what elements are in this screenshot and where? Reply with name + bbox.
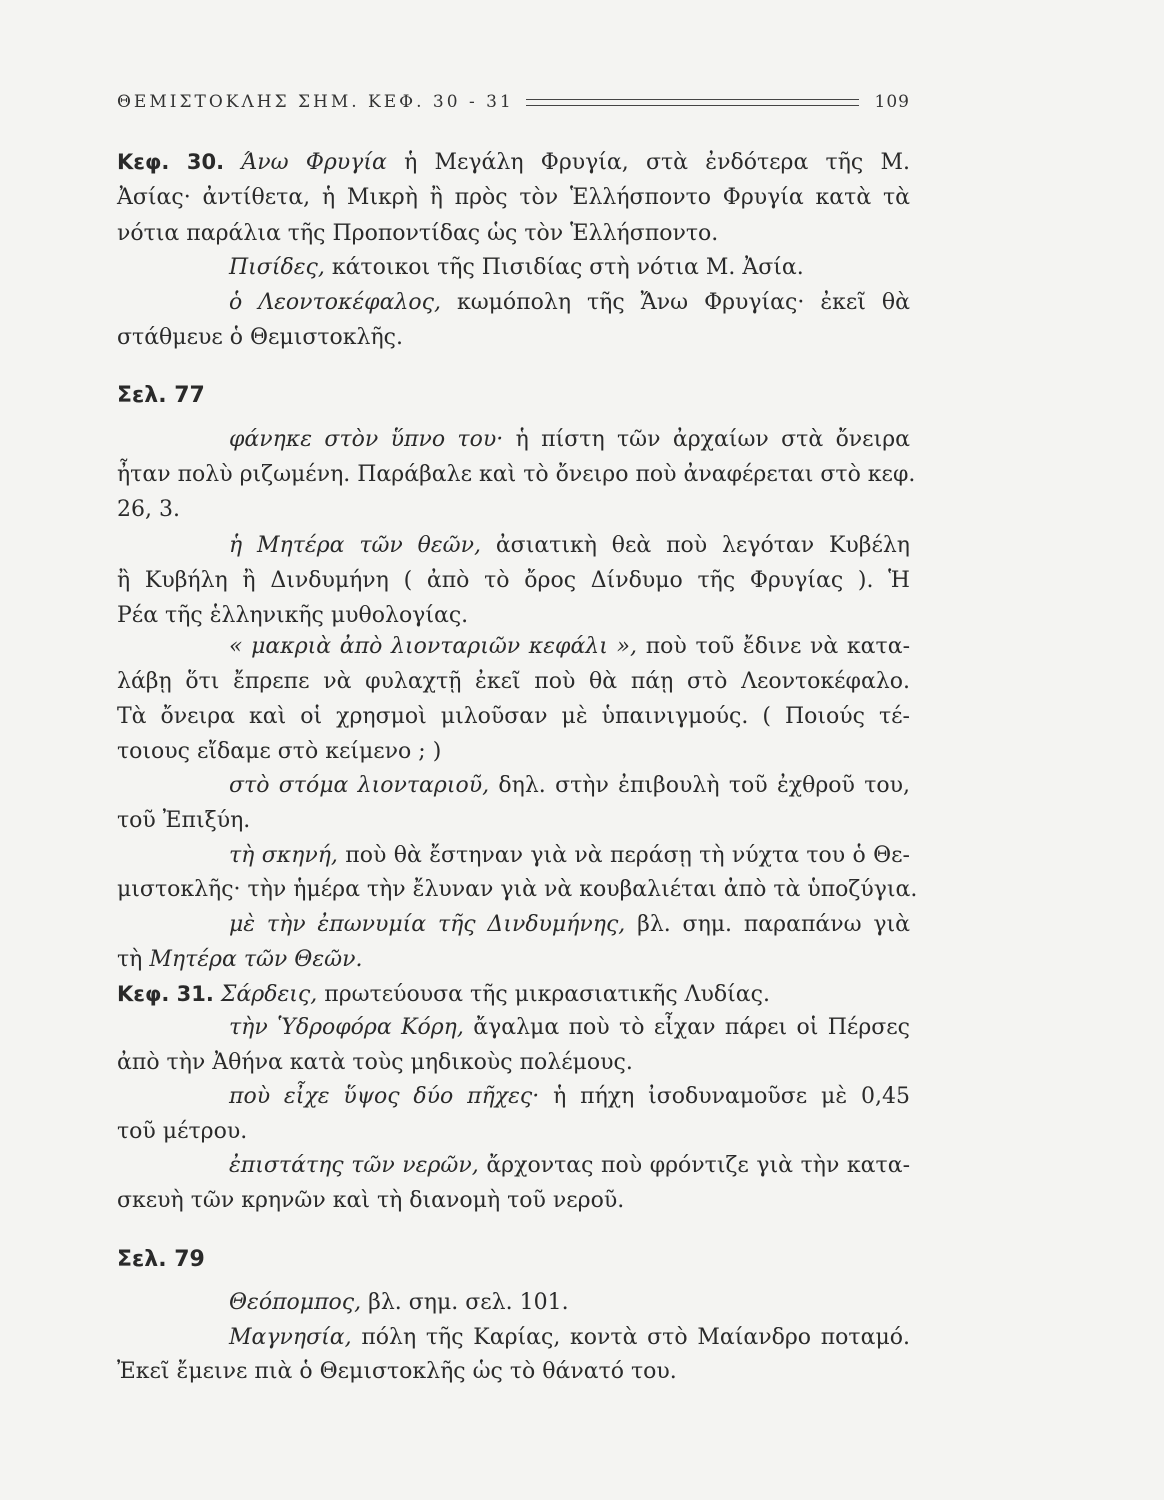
- lemma: τὴ σκηνή,: [229, 843, 338, 868]
- line-text: ποὺ τοῦ ἔδινε νὰ κατα-: [645, 634, 910, 659]
- line-text: βλ. σημ. σελ. 101.: [368, 1290, 569, 1315]
- lemma: ἐπιστάτης τῶν νερῶν,: [229, 1153, 479, 1178]
- line-text: τὴ: [117, 947, 143, 972]
- text-line: [117, 252, 910, 284]
- line-text: πόλη τῆς Καρίας, κοντὰ στὸ Μαίανδρο ποταμό.: [361, 1325, 910, 1350]
- line-text: δηλ. στὴν ἐπιβουλὴ τοῦ ἐχθροῦ του,: [498, 773, 910, 798]
- text-line: [117, 1081, 910, 1113]
- text-line: [117, 978, 910, 1011]
- section-heading: Σελ. 77: [117, 383, 205, 408]
- line-text: ἡ πίστη τῶν ἀρχαίων στὰ ὄνειρα: [515, 427, 910, 452]
- text-line: νότια παράλια τῆς Προποντίδας ὡς τὸν Ἑλλήσποντο.: [117, 221, 719, 246]
- text-line: τοιους εἴδαμε στὸ κείμενο ; ): [117, 739, 442, 764]
- lemma: Σάρδεις,: [220, 982, 318, 1007]
- line-text: ἄγαλμα ποὺ τὸ εἶχαν πάρει οἱ Πέρσες: [473, 1015, 910, 1040]
- text-line: λάβῃ ὅτι ἔπρεπε νὰ φυλαχτῇ ἐκεῖ ποὺ θὰ πάῃ στὸ Λεοντοκέφαλο.: [117, 669, 910, 694]
- line-text: ἡ πήχη ἰσοδυναμοῦσε μὲ 0,45: [553, 1084, 910, 1109]
- text-line: [117, 909, 910, 941]
- line-text: ἀσιατικὴ θεὰ ποὺ λεγόταν Κυβέλη: [495, 533, 910, 558]
- text-line: [117, 631, 910, 663]
- text-line: ἦταν πολὺ ριζωμένη. Παράβαλε καὶ τὸ ὄνειρο ποὺ ἀναφέρεται στὸ κεφ.: [117, 462, 916, 487]
- text-line: [117, 1287, 910, 1319]
- text-line: Ἐκεῖ ἔμεινε πιὰ ὁ Θεμιστοκλῆς ὡς τὸ θάνατό του.: [117, 1359, 677, 1384]
- page-number: 109: [874, 92, 910, 112]
- line-text: ποὺ θὰ ἔστηναν γιὰ νὰ περάσῃ τὴ νύχτα του ὁ Θε-: [345, 843, 910, 868]
- line-text: κάτοικοι τῆς Πισιδίας στὴ νότια Μ. Ἀσία.: [331, 255, 804, 280]
- lemma: φάνηκε στὸν ὕπνο του·: [229, 427, 504, 452]
- lemma: μὲ τὴν ἐπωνυμία τῆς Δινδυμήνης,: [229, 912, 626, 937]
- text-line: Ἀσίας· ἀντίθετα, ἡ Μικρὴ ἢ πρὸς τὸν Ἑλλήσποντο Φρυγία κατὰ τὰ: [117, 185, 910, 210]
- text-line: [117, 770, 910, 802]
- text-line: Ρέα τῆς ἑλληνικῆς μυθολογίας.: [117, 603, 469, 628]
- lemma: Μαγνησία,: [229, 1325, 352, 1350]
- text-line: [117, 1322, 910, 1354]
- line-text: βλ. σημ. παραπάνω γιὰ: [637, 912, 910, 937]
- text-line: 26, 3.: [117, 497, 180, 522]
- lemma: ὁ Λεοντοκέφαλος,: [229, 290, 441, 315]
- lemma: ἡ Μητέρα τῶν θεῶν,: [229, 533, 481, 558]
- text-line: τοῦ Ἐπιξύη.: [117, 808, 251, 833]
- text-line: Τὰ ὄνειρα καὶ οἱ χρησμοὶ μιλοῦσαν μὲ ὑπαινιγμούς. ( Ποιούς τέ-: [117, 704, 910, 729]
- text-line: [117, 424, 910, 456]
- line-text: ἄρχοντας ποὺ φρόντιζε γιὰ τὴν κατα-: [486, 1153, 910, 1178]
- text-line: [117, 146, 910, 179]
- lemma: ποὺ εἶχε ὕψος δύο πῆχες·: [229, 1084, 540, 1109]
- chapter-label: Κεφ. 30.: [117, 150, 225, 174]
- line-text: ἡ Μεγάλη Φρυγία, στὰ ἐνδότερα τῆς Μ.: [404, 150, 910, 175]
- text-line: ἢ Κυβήλη ἢ Δινδυμήνη ( ἀπὸ τὸ ὄρος Δίνδυμο τῆς Φρυγίας ). Ἡ: [117, 568, 910, 593]
- text-line: [117, 840, 910, 872]
- line-text: κωμόπολη τῆς Ἄνω Φρυγίας· ἐκεῖ θὰ: [456, 290, 910, 315]
- lemma: Μητέρα τῶν Θεῶν.: [149, 947, 363, 972]
- text-line: ἀπὸ τὴν Ἀθήνα κατὰ τοὺς μηδικοὺς πολέμους.: [117, 1050, 633, 1075]
- section-heading: Σελ. 79: [117, 1247, 205, 1272]
- header-rule: [526, 99, 859, 106]
- lemma: « μακριὰ ἀπὸ λιονταριῶν κεφάλι »,: [229, 634, 637, 659]
- line-text: πρωτεύουσα τῆς μικρασιατικῆς Λυδίας.: [324, 982, 770, 1007]
- text-line: [117, 287, 910, 319]
- lemma: Πισίδες,: [229, 255, 325, 280]
- lemma: τὴν Ὑδροφόρα Κόρη,: [229, 1015, 464, 1040]
- text-line: στάθμευε ὁ Θεμιστοκλῆς.: [117, 325, 403, 350]
- text-line: τοῦ μέτρου.: [117, 1119, 248, 1144]
- running-header: [117, 90, 910, 114]
- lemma: Άνω Φρυγία: [241, 150, 387, 175]
- text-line: μιστοκλῆς· τὴν ἡμέρα τὴν ἔλυναν γιὰ νὰ κουβαλιέται ἀπὸ τὰ ὑποζύγια.: [117, 877, 918, 902]
- lemma: στὸ στόμα λιονταριοῦ,: [229, 773, 490, 798]
- text-line: [117, 530, 910, 562]
- text-line: [117, 944, 910, 976]
- text-line: [117, 1012, 910, 1044]
- text-line: σκευὴ τῶν κρηνῶν καὶ τὴ διανομὴ τοῦ νεροῦ.: [117, 1188, 625, 1213]
- lemma: Θεόπομπος,: [229, 1290, 362, 1315]
- running-title: ΘΕΜΙΣΤΟΚΛΗΣ ΣΗΜ. ΚΕΦ. 30 - 31: [117, 92, 514, 112]
- text-line: [117, 1150, 910, 1182]
- chapter-label: Κεφ. 31.: [117, 982, 214, 1006]
